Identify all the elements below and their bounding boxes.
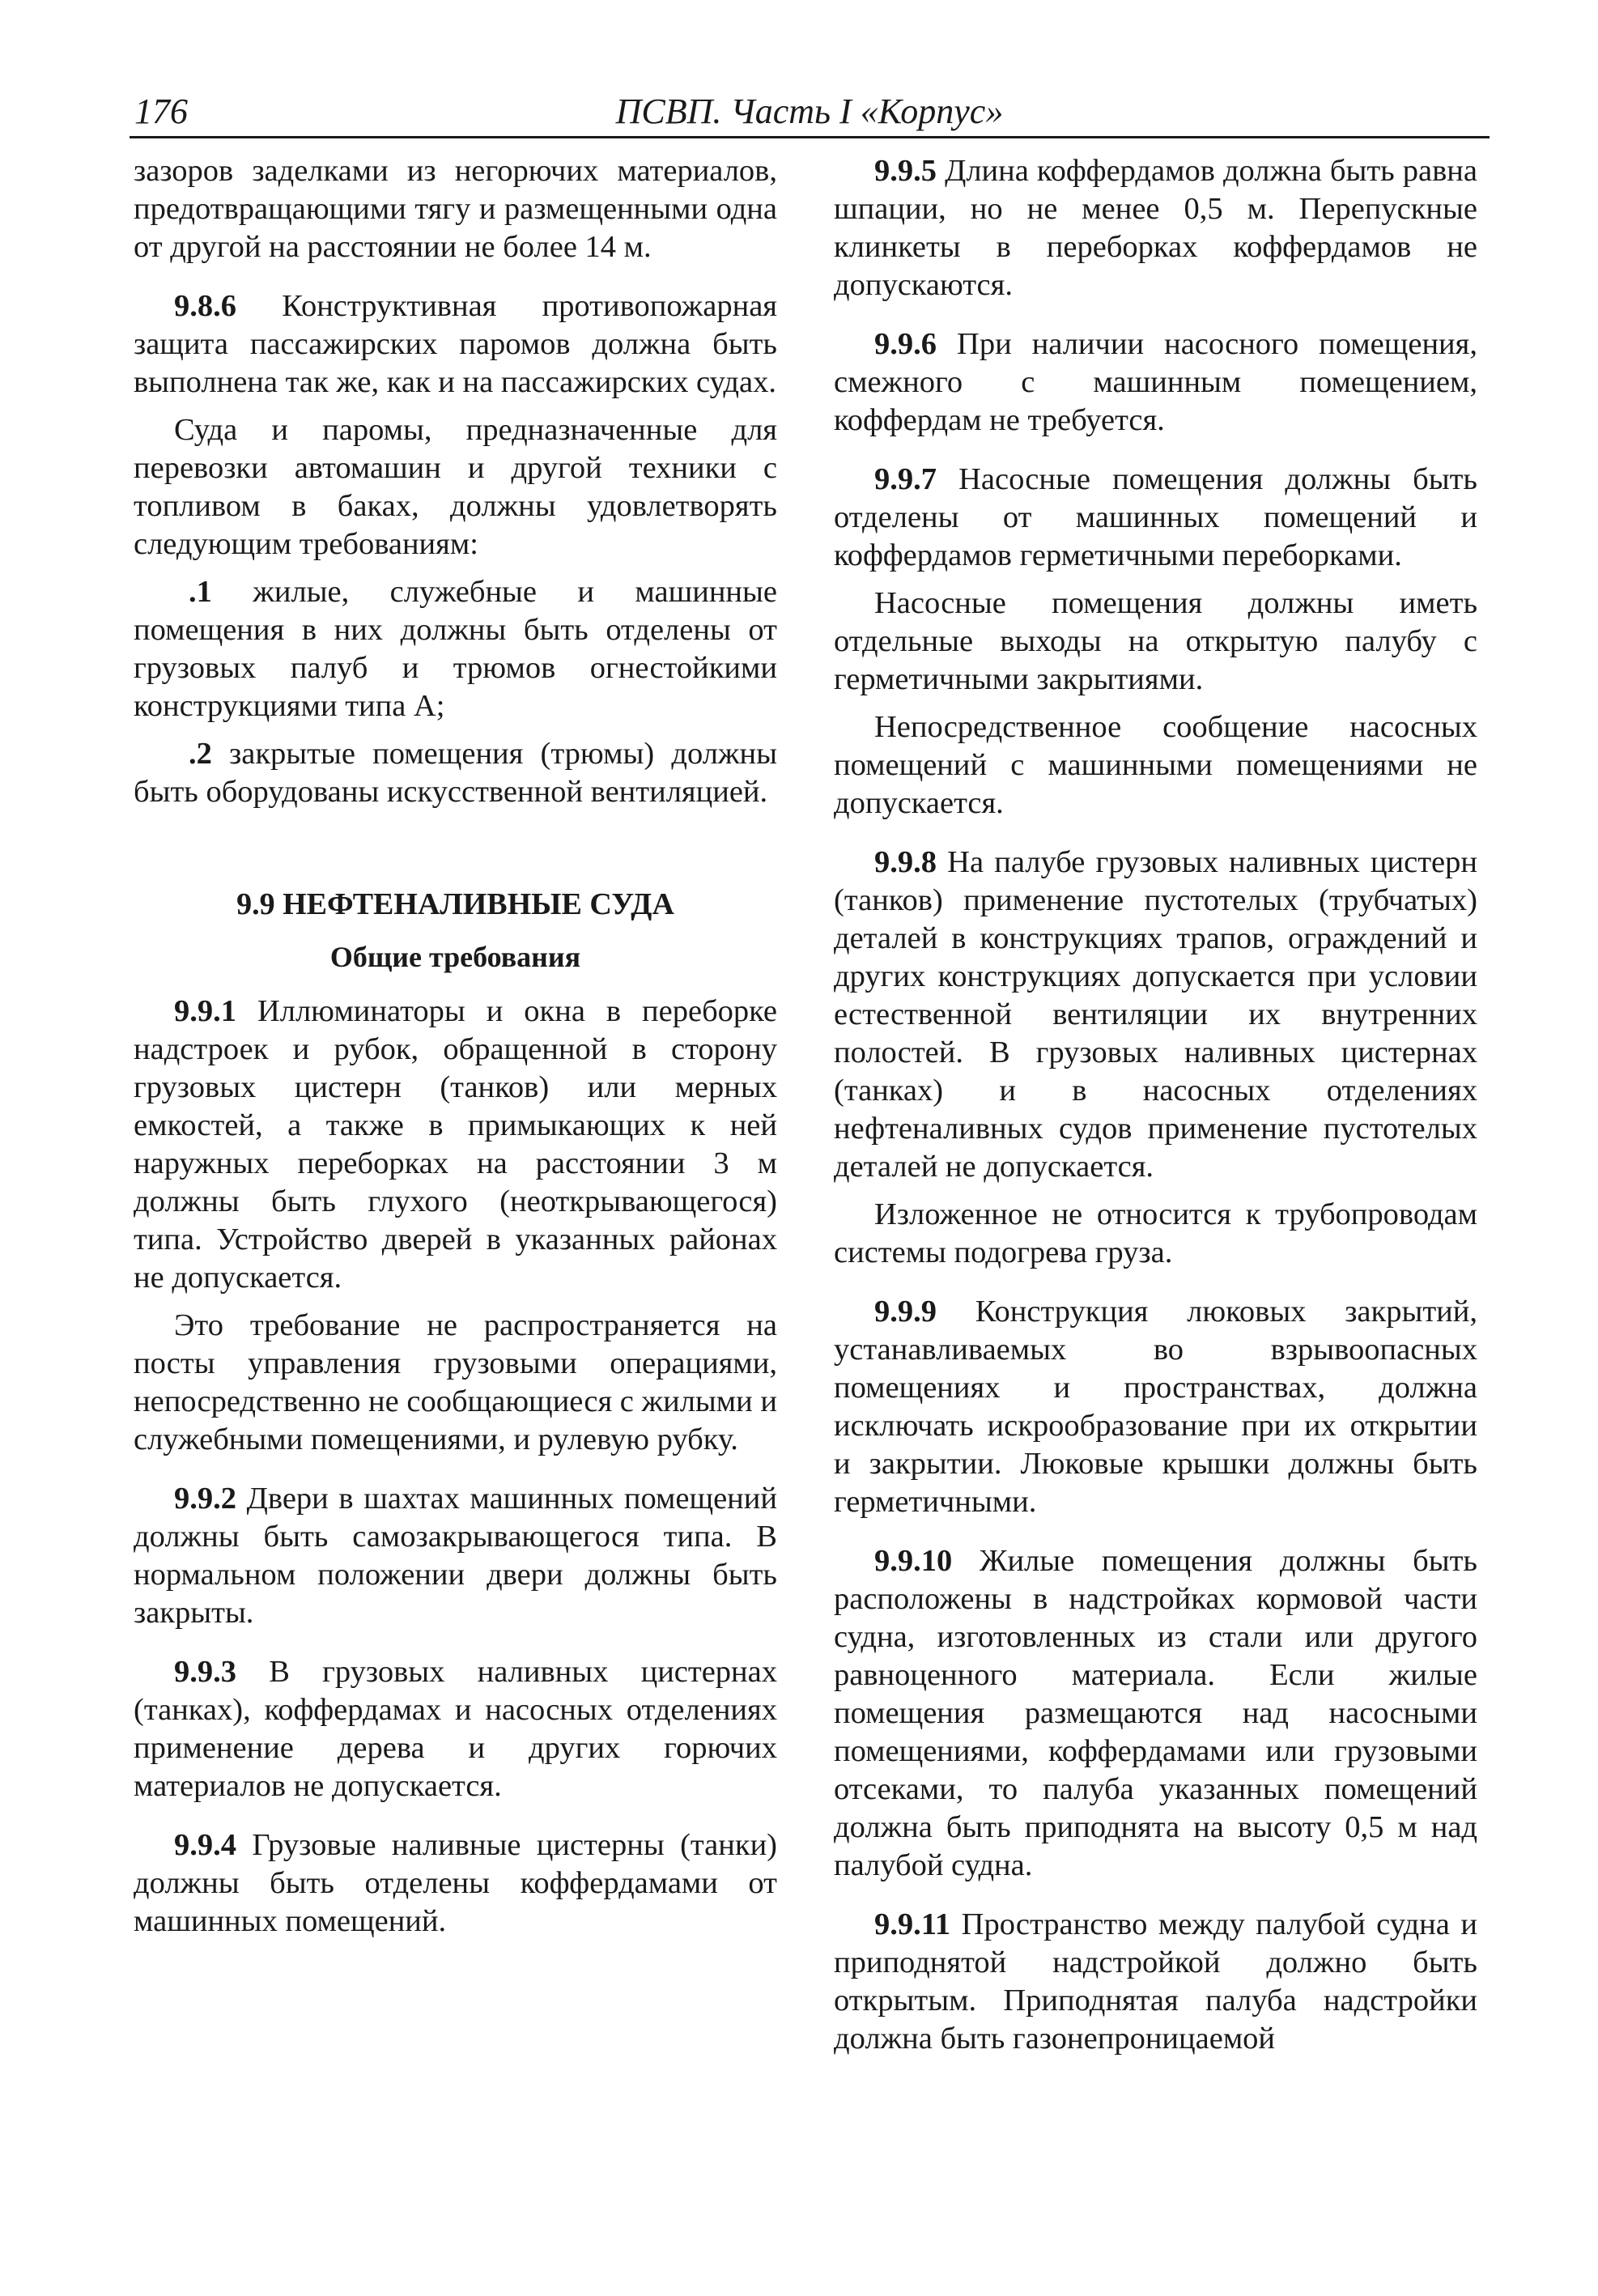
- clause-text: Жилые помещения должны быть расположены в надстройках кормовой части судна, изготовленных из стали или другого равноценного материала. Если жилые помещения размещаются над насосными помещениями, коффердамами или грузовыми отсеками, то палуба указанных помещений должна быть приподнята на высоту 0,5 м над палубой судна.: [834, 1544, 1477, 1882]
- paragraph: Суда и паромы, предназначенные для перевозки автомашин и другой техники с топливом в баках, должны удовлетворять следующим требованиям:: [134, 413, 777, 561]
- clause-9-9-3: [134, 1653, 777, 1805]
- right-column: [834, 152, 1477, 2058]
- paragraph: Это требование не распространяется на посты управления грузовыми операциями, непосредственно не сообщающиеся с жилыми и служебными помещениями, и рулевую рубку.: [134, 1308, 777, 1456]
- subsection-title: Общие требования: [329, 941, 581, 973]
- left-column: [134, 152, 777, 1941]
- clause-text: Насосные помещения должны быть отделены от машинных помещений и коффердамов герметичными переборками.: [834, 462, 1477, 572]
- clause-9-9-1: [134, 993, 777, 1297]
- clause-9-9-5: [834, 152, 1477, 304]
- paragraph: Непосредственное сообщение насосных помещений с машинными помещениями не допускается.: [834, 710, 1477, 820]
- clause-9-9-4: [134, 1826, 777, 1941]
- clause-number: 9.9.4: [174, 1828, 236, 1862]
- clause-9-9-9: [834, 1293, 1477, 1521]
- clause-9-9-8: [834, 844, 1477, 1186]
- clause-9-9-6: [834, 325, 1477, 440]
- clause-number: 9.9.7: [874, 462, 937, 496]
- page-header: [130, 87, 1490, 138]
- page-number: 176: [134, 91, 188, 131]
- clause-number: 9.9.6: [874, 327, 937, 361]
- clause-number: 9.8.6: [174, 289, 236, 323]
- clause-text: Конструктивная противопожарная защита пассажирских паромов должна быть выполнена так же, как и на пассажирских судах.: [134, 289, 777, 399]
- clause-number: 9.9.3: [174, 1655, 236, 1689]
- clause-text: Конструкция люковых закрытий, устанавливаемых во взрывоопасных помещениях и пространствах, должна исключать искрообразование при их открытии и закрытии. Люковые крышки должны быть герметичными.: [834, 1295, 1477, 1519]
- paragraph: Изложенное не относится к трубопроводам системы подогрева груза.: [834, 1197, 1477, 1269]
- clause-text: Пространство между палубой судна и приподнятой надстройкой должно быть открытым. Приподнятая палуба надстройки должна быть газонепроницаемой: [834, 1907, 1477, 2056]
- clause-text: На палубе грузовых наливных цистерн (танков) применение пустотелых (трубчатых) деталей в конструкциях трапов, ограждений и других конструкциях допускается при условии естественной вентиляции их внутренних полостей. В грузовых наливных цистернах (танках) и в насосных отделениях нефтеналивных судов применение пустотелых деталей не допускается.: [834, 845, 1477, 1184]
- clause-number: 9.9.9: [874, 1295, 937, 1329]
- paragraph: зазоров заделками из негорючих материалов, предотвращающими тягу и размещенными одна от другой на расстоянии не более 14 м.: [134, 154, 777, 264]
- clause-text: Двери в шахтах машинных помещений должны быть самозакрывающегося типа. В нормальном положении двери должны быть закрыты.: [134, 1482, 777, 1630]
- clause-9-9-11: [834, 1906, 1477, 2058]
- list-text: жилые, служебные и машинные помещения в них должны быть отделены от грузовых палуб и трюмов огнестойкими конструкциями типа А;: [134, 575, 777, 723]
- clause-number: 9.9.1: [174, 994, 236, 1028]
- section-title: 9.9 НЕФТЕНАЛИВНЫЕ СУДА: [236, 887, 674, 921]
- running-title: ПСВП. Часть I «Корпус»: [615, 91, 1004, 131]
- list-item-1: [134, 573, 777, 725]
- clause-text: В грузовых наливных цистернах (танках), коффердамах и насосных отделениях применение дерева и других горючих материалов не допускается.: [134, 1655, 777, 1803]
- clause-number: 9.9.2: [174, 1482, 236, 1516]
- clause-9-9-2: [134, 1480, 777, 1632]
- clause-text: Иллюминаторы и окна в переборке надстроек и рубок, обращенной в сторону грузовых цистерн (танков) или мерных емкостей, а также в примыкающих к ней наружных переборках на расстоянии 3 м должны быть глухого (неоткрывающегося) типа. Устройство дверей в указанных районах не допускается.: [134, 994, 777, 1295]
- list-number: .1: [189, 575, 212, 609]
- clause-9-9-10: [834, 1542, 1477, 1885]
- clause-text: Грузовые наливные цистерны (танки) должны быть отделены коффердамами от машинных помещений.: [134, 1828, 777, 1938]
- list-number: .2: [189, 737, 212, 771]
- clause-9-8-6: [134, 287, 777, 402]
- clause-number: 9.9.10: [874, 1544, 953, 1578]
- clause-number: 9.9.5: [874, 154, 937, 188]
- clause-number: 9.9.8: [874, 845, 937, 879]
- clause-text: Длина коффердамов должна быть равна шпации, но не менее 0,5 м. Перепускные клинкеты в переборках коффердамов не допускаются.: [834, 154, 1477, 302]
- clause-9-9-7: [834, 461, 1477, 575]
- paragraph: Насосные помещения должны иметь отдельные выходы на открытую палубу с герметичными закрытиями.: [834, 586, 1477, 696]
- list-item-2: [134, 735, 777, 811]
- clause-text: При наличии насосного помещения, смежного с машинным помещением, коффердам не требуется.: [834, 327, 1477, 437]
- clause-number: 9.9.11: [874, 1907, 951, 1941]
- list-text: закрытые помещения (трюмы) должны быть оборудованы искусственной вентиляцией.: [134, 737, 777, 809]
